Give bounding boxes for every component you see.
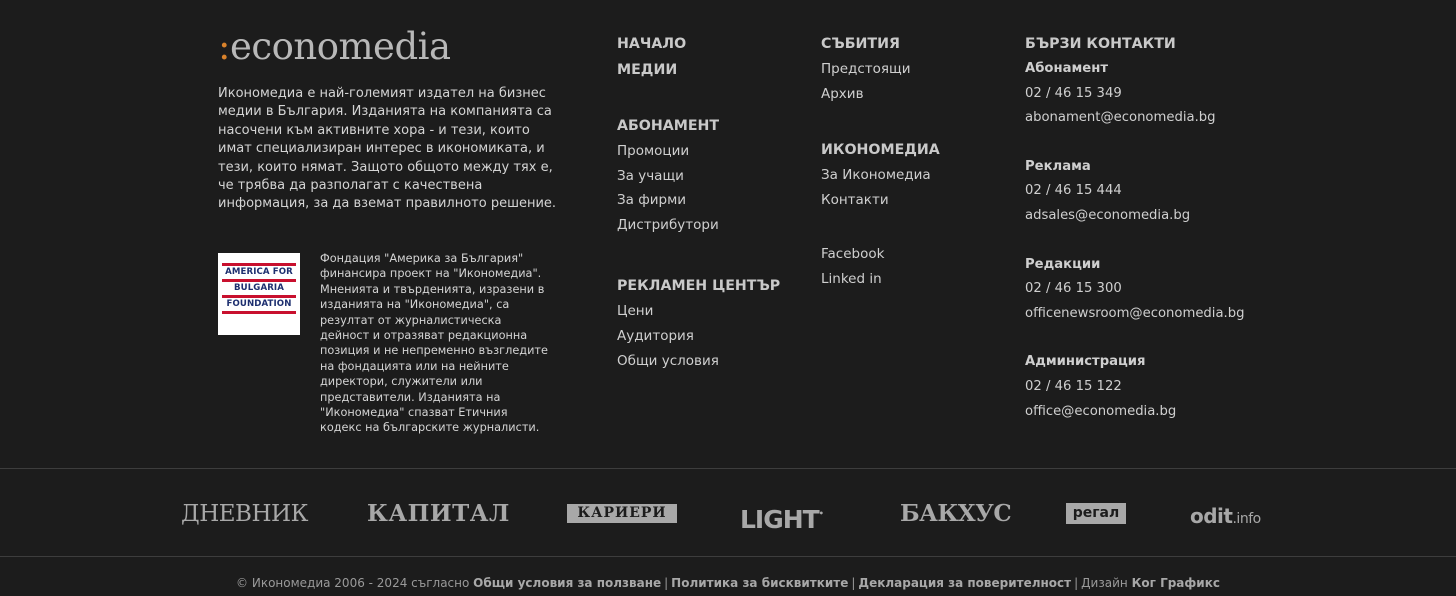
events-heading[interactable]: СЪБИТИЯ: [821, 36, 900, 52]
contact-email-newsroom[interactable]: officenewsroom@economedia.bg: [1025, 305, 1245, 321]
brand-bakhus-logo[interactable]: БАКХУС: [900, 500, 1012, 527]
separator: |: [851, 576, 856, 590]
brand-dnevnik-logo[interactable]: ДНЕВНИК: [181, 501, 308, 527]
ad-center-link-prices[interactable]: Цени: [617, 303, 654, 320]
economedia-link-contacts[interactable]: Контакти: [821, 191, 889, 208]
quick-contacts: [1025, 31, 1244, 424]
separator: |: [664, 576, 669, 590]
contact-phone-ads[interactable]: 02 / 46 15 444: [1025, 183, 1122, 199]
contact-label-ads: Реклама: [1025, 158, 1091, 174]
badge-stripe: [222, 311, 296, 314]
quick-contacts-heading: БЪРЗИ КОНТАКТИ: [1025, 36, 1176, 52]
logo-colon: :: [218, 25, 230, 68]
divider-bottom: [0, 556, 1456, 557]
brand-light-text: LIGHT: [740, 505, 819, 534]
subscription-link-companies[interactable]: За фирми: [617, 192, 687, 209]
brand-odit-text: odit: [1190, 504, 1233, 528]
economedia-logo[interactable]: [218, 26, 451, 68]
separator: |: [1074, 576, 1079, 590]
nav-column-main: [617, 31, 780, 373]
contact-email-ads[interactable]: adsales@economedia.bg: [1025, 207, 1191, 223]
about-text: Икономедиа е най-големият издател на бизнес медии в България. Изданията на компанията са насочени към активните хора - и тези, които имат специализиран интерес в икономиката, и тези, които нямат. Защото общото между тях е, че трябва да разполагат с качествена информация, за да вземат правилното решение.: [218, 86, 557, 212]
contact-email-administration[interactable]: office@economedia.bg: [1025, 403, 1177, 419]
contact-label-newsroom: Редакции: [1025, 256, 1101, 272]
brand-light-mark: •: [818, 509, 823, 518]
contact-label-administration: Администрация: [1025, 354, 1146, 370]
privacy-declaration-link[interactable]: Декларация за поверителност: [858, 576, 1072, 590]
logo-text: economedia: [229, 25, 451, 68]
economedia-link-about[interactable]: За Икономедиа: [821, 167, 931, 184]
linkedin-link[interactable]: Linked in: [821, 270, 882, 287]
divider-top: [0, 468, 1456, 469]
badge-line-2: BULGARIA: [234, 283, 284, 293]
contact-phone-subscription[interactable]: 02 / 46 15 349: [1025, 85, 1122, 101]
contact-email-subscription[interactable]: abonament@economedia.bg: [1025, 110, 1216, 126]
facebook-link[interactable]: Facebook: [821, 246, 885, 263]
foundation-disclaimer: Фондация "Америка за България" финансира проект на "Икономедиа". Мненията и твърденията, изразени в изданията на "Икономедиа", са резултат от журналистическа дейност и отразяват редакционна позиция и не непременно възгледите на фондацията или на нейните директори, служители или представители. Изданията на "Икономедиа" спазват Етичния кодекс на българските журналисти.: [320, 252, 548, 435]
events-link-upcoming[interactable]: Предстоящи: [821, 61, 911, 77]
subscription-link-promotions[interactable]: Промоции: [617, 143, 690, 159]
contact-label-subscription: Абонамент: [1025, 61, 1108, 76]
nav-home-link[interactable]: НАЧАЛО: [617, 36, 687, 52]
copyright-bar: [0, 576, 1456, 590]
events-link-archive[interactable]: Архив: [821, 85, 864, 102]
ad-center-link-terms[interactable]: Общи условия: [617, 352, 719, 369]
cookie-policy-link[interactable]: Политика за бисквитките: [671, 576, 849, 590]
brand-karieri-logo[interactable]: КАРИЕРИ: [567, 504, 677, 523]
brand-kapital-logo[interactable]: КАПИТАЛ: [367, 500, 510, 527]
economedia-heading[interactable]: ИКОНОМЕДИА: [821, 142, 940, 159]
brand-odit-suffix: .info: [1232, 511, 1261, 527]
badge-line-1: AMERICA FOR: [225, 267, 293, 277]
designer-link[interactable]: Ког Графикс: [1131, 576, 1220, 590]
subscription-link-students[interactable]: За учащи: [617, 167, 684, 184]
copyright-text: © Икономедиа 2006 - 2024 съгласно: [236, 576, 470, 590]
ad-center-link-audience[interactable]: Аудитория: [617, 327, 694, 344]
subscription-heading[interactable]: АБОНАМЕНТ: [617, 118, 720, 134]
america-for-bulgaria-logo[interactable]: [218, 253, 300, 335]
design-label: Дизайн: [1081, 576, 1128, 590]
brand-odit-logo[interactable]: [1190, 501, 1261, 534]
brand-light-logo[interactable]: [740, 499, 823, 535]
nav-column-events: [821, 31, 940, 292]
subscription-link-distributors[interactable]: Дистрибутори: [617, 216, 719, 233]
ad-center-heading[interactable]: РЕКЛАМЕН ЦЕНТЪР: [617, 278, 781, 295]
brand-regal-logo[interactable]: регал: [1066, 503, 1126, 524]
nav-media-link[interactable]: МЕДИИ: [617, 62, 678, 78]
badge-line-3: FOUNDATION: [226, 299, 292, 309]
contact-phone-newsroom[interactable]: 02 / 46 15 300: [1025, 281, 1122, 297]
terms-of-use-link[interactable]: Общи условия за ползване: [473, 576, 662, 590]
contact-phone-administration[interactable]: 02 / 46 15 122: [1025, 378, 1122, 394]
